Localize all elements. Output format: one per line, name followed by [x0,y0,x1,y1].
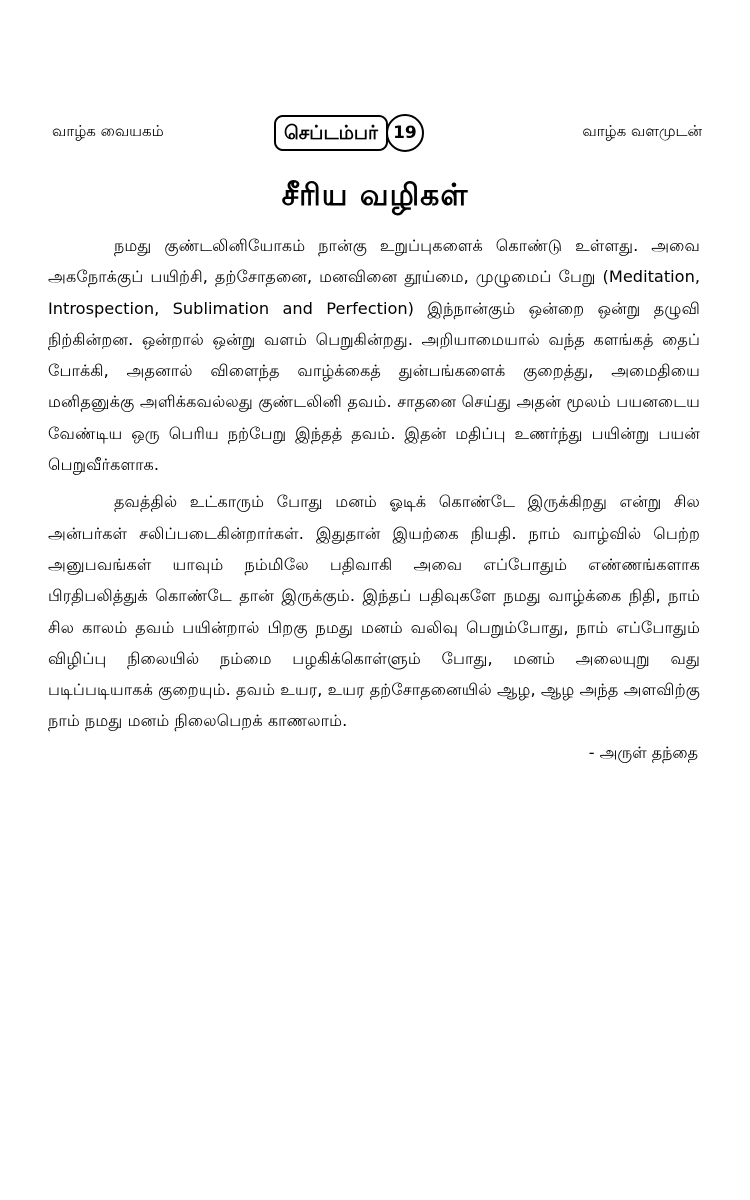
paragraph-1: நமது குண்டலினியோகம் நான்கு உறுப்புகளைக் கொண்டு உள்ளது. அவை அகநோக்குப் பயிற்சி, தற்சோதனை, மனவினை தூய்மை, முழுமைப் பேறு (Meditation, Introspection, Sublimation and Perfection) இந்நான்கும் ஒன்றை ஒன்று தழுவி நிற்கின்றன. ஒன்றால் ஒன்று வளம் பெறுகின்றது. அறியாமையால் வந்த களங்கத் தைப் போக்கி, அதனால் விளைந்த வாழ்க்கைத் துன்பங்களைக் குறைத்து, அமைதியை மனிதனுக்கு அளிக்கவல்லது குண்டலினி தவம். சாதனை செய்து அதன் மூலம் பயனடைய வேண்டிய ஒரு பெரிய நற்பேறு இந்தத் தவம். இதன் மதிப்பு உணர்ந்து பயின்று பயன் பெறுவீர்களாக. [48,236,700,475]
signature: - அருள் தந்தை [588,742,698,762]
page-title: சீரிய வழிகள் [281,178,469,213]
date-box [274,114,424,152]
page-header [52,112,702,162]
header-right-motto: வாழ்க வளமுடன் [582,122,702,140]
article-body [48,230,700,768]
paragraph-2: தவத்தில் உட்காரும் போது மனம் ஓடிக் கொண்டே இருக்கிறது என்று சில அன்பர்கள் சலிப்படைகின்றார்கள். இதுதான் இயற்கை நியதி. நாம் வாழ்வில் பெற்ற அனுபவங்கள் யாவும் நம்மிலே பதிவாகி அவை எப்போதும் எண்ணங்களாக பிரதிபலித்துக் கொண்டே தான் இருக்கும். இந்தப் பதிவுகளே நமது வாழ்க்கை நிதி, நாம் சில காலம் தவம் பயின்றால் பிறகு நமது மனம் வலிவு பெறும்போது, நாம் எப்போதும் விழிப்பு நிலையில் நம்மை பழகிக்கொள்ளும் போது, மனம் அலையுறு வது படிப்படியாகக் குறையும். தவம் உயர, உயர தற்சோதனையில் ஆழ, ஆழ அந்த அளவிற்கு நாம் நமது மனம் நிலைபெறக் காணலாம். [48,492,700,731]
date-month: செப்டம்பர் [274,115,388,151]
date-day-circle: 19 [386,114,424,152]
header-left-motto: வாழ்க வையகம் [52,122,164,140]
